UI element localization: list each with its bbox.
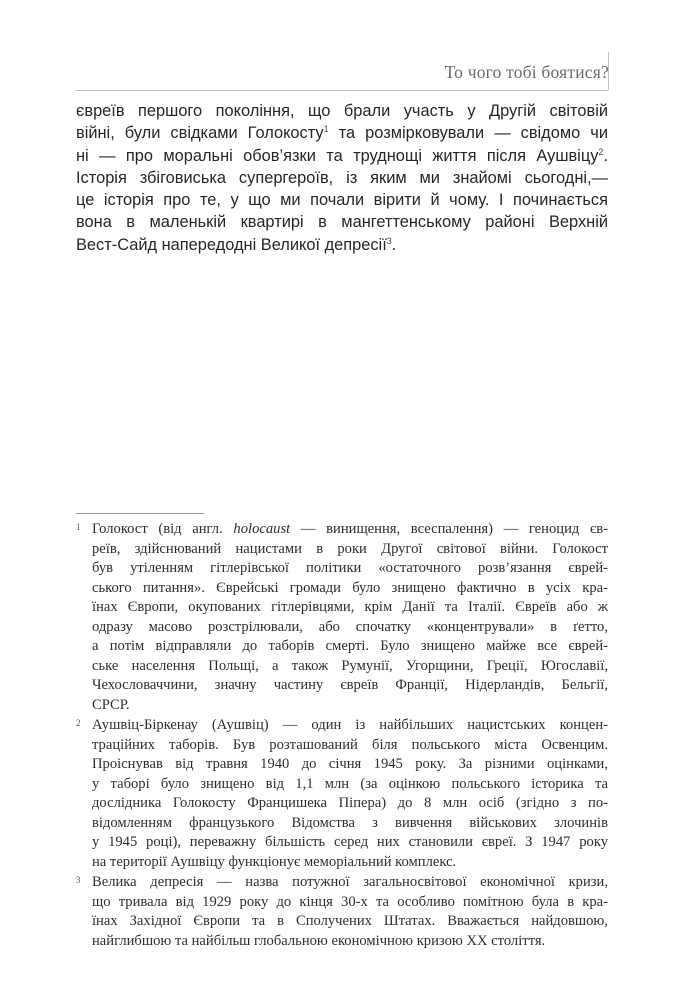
footnote-line: що тривала від 1929 року до кінця 30-х та особливо помітною була в кра- — [92, 893, 608, 910]
body-line-text: Вест-Сайд напередодні Великої депресії — [76, 235, 387, 254]
footnote-ref: 2 — [598, 146, 604, 157]
footnote-text: Голокост (від англ. — [92, 521, 234, 537]
footnote-term: holocaust — [233, 521, 291, 537]
footnote-line — [92, 520, 608, 540]
footnote-line: Велика депресія — назва потужної загальносвітової економічної кризи, — [92, 874, 608, 890]
body-line: вона в маленькій квартирі в мангеттенському районі Верхній — [76, 213, 608, 232]
footnote-line: Чехословаччини, значну частину євреїв Франції, Нідерландів, Бельгії, — [92, 677, 608, 693]
footnote-line: Аушвіц-Біркенау (Аушвіц) — один із найбільших нацистських концен- — [92, 717, 608, 733]
main-paragraph — [76, 100, 608, 256]
footnote-line: а потім відправляли до таборів смерті. Було знищено майже все єврей- — [92, 638, 608, 654]
body-line-text: ні — про моральні обов’язки та труднощі життя після Аушвіцу — [76, 146, 599, 165]
body-line — [76, 122, 608, 144]
body-line-text: . — [391, 235, 397, 254]
footnote-line: відомленням французького Відомства з вивчення військових злочинів — [92, 814, 608, 831]
footnote-line: траційних таборів. Був розташований біля польського міста Освенцим. — [92, 736, 608, 753]
footnote-line: СРСР. — [92, 696, 130, 713]
footnote-ref: 3 — [386, 235, 392, 246]
footnote-line: ське населення Польщі, а також Румунії, Угорщини, Греції, Югославії, — [92, 657, 608, 674]
running-title: То чого тобі боятися? — [444, 62, 609, 82]
header-rule — [76, 90, 608, 91]
body-line: це історія про те, у що ми почали вірити й чому. І починається — [76, 191, 608, 210]
footnote-line: одразу масово розстрілювали, або спочатку «концентрували» в ґетто, — [92, 618, 608, 635]
footnote-number: 2 — [76, 718, 81, 728]
footnote-line: їнах Європи, окупованих гітлерівцями, крім Данії та Італії. Євреїв або ж — [92, 599, 608, 615]
footnote-line: їнах Західної Європи та в Сполучених Штатах. Вважається найдовшою, — [92, 913, 608, 929]
body-line — [76, 234, 608, 256]
body-line-text: та розмірковували — свідомо чи — [328, 124, 608, 143]
footnote-1 — [76, 520, 608, 715]
footnote-line: ського питання». Єврейські громади було знищено фактично в усіх кра- — [92, 579, 608, 596]
footnote-ref: 1 — [323, 124, 329, 135]
footnote-line: на території Аушвіцу функціонує меморіальний комплекс. — [92, 853, 457, 870]
footnote-3 — [76, 873, 608, 951]
footnote-number: 1 — [76, 522, 81, 532]
footnote-line: був утіленням гітлерівської політики «остаточного розв’язання єврей- — [92, 560, 608, 576]
footnotes — [76, 520, 608, 952]
body-line-text: війні, були свідками Голокосту — [76, 124, 324, 143]
footnote-line: у таборі було знищено від 1,1 млн (за оцінкою польського історика та — [92, 775, 608, 792]
footnote-line: найглибшою та найбільш глобальною економічною кризою XX століття. — [92, 932, 546, 949]
footnote-line: у 1945 році), переважну більшість серед них становили євреї. З 1947 року — [92, 834, 608, 850]
footnote-line: Проіснував від травня 1940 до січня 1945 року. За різними оцінками, — [92, 756, 608, 772]
body-line: євреїв першого покоління, що брали участь у Другій світовій — [76, 102, 608, 120]
body-line: Історія збіговиська супергероїв, із яким ми знайомі сьогодні,— — [76, 168, 608, 187]
footnote-line: дослідника Голокосту Францишека Піпера) до 8 млн осіб (згідно з по- — [92, 795, 608, 811]
footnote-line: реїв, здійснюваний нацистами в роки Другої світової війни. Голокост — [92, 540, 608, 557]
footnote-number: 3 — [76, 875, 81, 885]
body-line — [76, 145, 608, 167]
body-line-text: . — [603, 146, 608, 165]
footnote-separator — [76, 513, 204, 514]
footnote-text: — винищення, всеспалення) — геноцид єв- — [290, 521, 609, 537]
footnote-2 — [76, 716, 608, 872]
